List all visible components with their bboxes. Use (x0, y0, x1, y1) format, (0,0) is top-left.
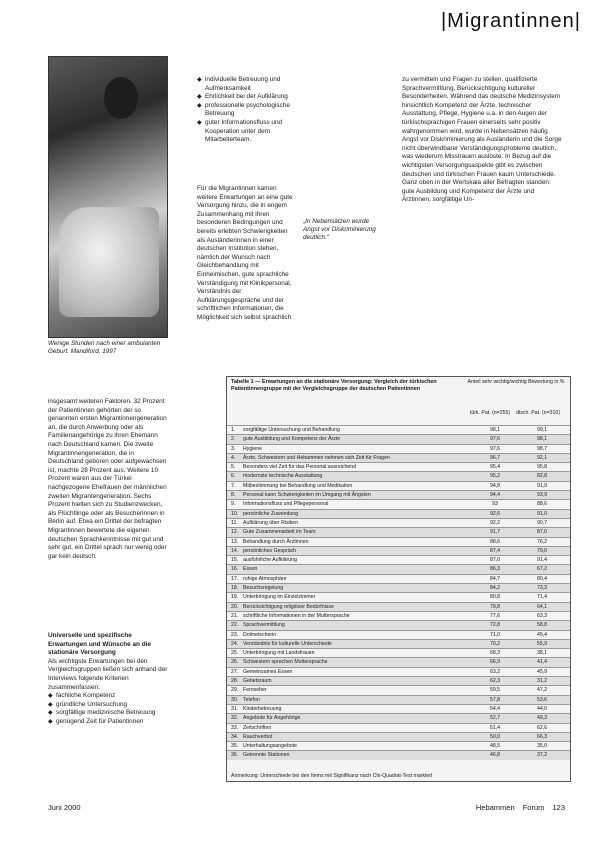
row-value-turkish: 95,2 (489, 473, 501, 480)
row-number: 9. (231, 501, 236, 508)
row-number: 32. (231, 715, 239, 722)
table-row (227, 713, 570, 722)
row-value-turkish: 92,2 (489, 519, 501, 526)
row-item: Mitbestimmung bei Behandlung und Medikation (243, 482, 353, 489)
row-number: 19. (231, 594, 239, 601)
column-header-turkish: türk. Pat. (n=255) (469, 410, 511, 416)
row-number: 20. (231, 603, 239, 610)
row-value-german: 73,3 (536, 585, 548, 592)
row-number: 6. (231, 473, 236, 480)
row-number: 26. (231, 659, 239, 666)
row-number: 12. (231, 529, 239, 536)
row-value-german: 66,3 (536, 733, 548, 740)
row-item: Rauchverbot (243, 733, 273, 740)
row-value-turkish: 96,7 (489, 454, 501, 461)
row-number: 22. (231, 622, 239, 629)
row-number: 17. (231, 575, 239, 582)
column-2-text (197, 185, 297, 323)
row-value-turkish: 93 (492, 501, 498, 508)
row-number: 4. (231, 454, 236, 461)
row-value-german: 91,9 (536, 482, 548, 489)
row-value-turkish: 87,0 (489, 557, 501, 564)
table-row (227, 471, 570, 480)
table-row (227, 648, 570, 657)
row-item: Fernseher (243, 687, 267, 694)
row-item: Angebote für Angehörige (243, 715, 301, 722)
row-value-turkish: 80,8 (489, 594, 501, 601)
section-heading: Universelle und spezifische Erwartungen und Wünsche an die stationäre Versorgung (48, 632, 151, 657)
row-number: 18. (231, 585, 239, 592)
row-item: Telefon (243, 696, 260, 703)
row-value-turkish: 51,4 (489, 724, 501, 731)
table-row (227, 685, 570, 694)
row-number: 1. (231, 427, 236, 433)
row-value-turkish: 71,0 (489, 631, 501, 638)
table-row (227, 425, 570, 434)
photo-mother-baby (48, 56, 168, 338)
row-number: 2. (231, 436, 236, 443)
row-number: 21. (231, 612, 239, 619)
row-value-german: 53,6 (536, 696, 548, 703)
row-item: modernste technische Ausstattung (243, 473, 323, 480)
row-value-turkish: 79,8 (489, 603, 501, 610)
row-value-turkish: 87,4 (489, 547, 501, 554)
pull-quote: „In Nebensätzen wurde Angst vor Diskriminierung deutlich.“ (303, 218, 376, 241)
row-value-german: 88,6 (536, 501, 548, 508)
table-row (227, 741, 570, 750)
row-number: 27. (231, 668, 239, 675)
row-value-turkish: 86,3 (489, 566, 501, 573)
paragraph: zu vermitteln und Fragen zu stellen, qualifizierte Sprachvermittlung, Berücksichtigung kultureller Besonderheiten. Während das deutsche Medizinsystem hinsichtlich Kompetenz der Ärzte, technischer Ausstattung, Pflege, Hygiene u.a. in den Augen der türkischsprachigen Frauen einerseits sehr positiv wahrgenommen wird, wurde in Nebensätzen häufig Angst vor Diskriminierung als Ausländerin und die Sorge nicht überwindbarer Verständigungsprobleme deutlich, was wiederum Misstrauen auslöste. In Bezug auf die wichtigsten Versorgungsaspekte gibt es zwischen deutschen und türkischen Frauen kaum Unterschiede. Ganz oben in der Wertskala aller Befragten standen: gute Ausbildung und Kompetenz der Ärzte und Ärztinnen, sorgfältige Un- (402, 76, 562, 204)
table-rows (227, 425, 570, 760)
table-row (227, 695, 570, 704)
row-item: Ärzte, Schwestern und Hebammen nehmen sich Zeit für Fragen (243, 454, 390, 461)
survey-table (226, 376, 571, 782)
row-item: ausführliche Aufklärung (243, 557, 297, 564)
row-item: Unterbringung mit Landsfrauen (243, 650, 315, 657)
row-value-turkish: 84,7 (489, 575, 501, 582)
column-1-section (48, 632, 170, 727)
row-item: Informationsfluss und Pflegepersonal (243, 501, 329, 508)
row-value-turkish: 68,3 (489, 650, 501, 657)
row-number: 31. (231, 705, 239, 712)
row-value-german: 49,3 (536, 715, 548, 722)
row-value-german: 90,7 (536, 519, 548, 526)
row-item: gute Ausbildung und Kompetenz der Ärzte (243, 436, 341, 443)
row-item: schriftliche Informationen in der Muttersprache (243, 612, 350, 619)
bullet-item: ◆ gründliche Untersuchung (48, 701, 170, 710)
row-number: 25. (231, 650, 239, 657)
photo-blanket (59, 207, 159, 317)
row-value-german: 58,8 (536, 622, 548, 629)
row-number: 33. (231, 724, 239, 731)
row-value-turkish: 94,4 (489, 492, 501, 499)
column-2-bullets (197, 76, 297, 145)
row-number: 36. (231, 752, 239, 759)
row-value-german: 45,4 (536, 631, 548, 638)
row-item: Besuchsregelung (243, 585, 284, 592)
table-column-headers (466, 410, 566, 416)
row-number: 3. (231, 445, 236, 452)
table-row (227, 611, 570, 620)
bullet-item: ◆ individuelle Betreuung und Aufmerksamkeit (197, 76, 297, 93)
table-row (227, 453, 570, 462)
row-value-turkish: 97,6 (489, 445, 501, 452)
row-value-german: 79,0 (536, 547, 548, 554)
row-value-german: 98,7 (536, 445, 548, 452)
column-1-text (48, 398, 170, 561)
bullet-item: ◆ Ehrlichkeit bei der Aufklärung (197, 93, 297, 102)
row-number: 34. (231, 733, 239, 740)
row-value-german: 92,1 (536, 454, 548, 461)
table-row (227, 490, 570, 499)
row-value-turkish: 72,8 (489, 622, 501, 629)
row-value-turkish: 48,5 (489, 743, 501, 750)
table-row (227, 444, 570, 453)
table-row (227, 509, 570, 518)
row-number: 11. (231, 519, 238, 526)
footer-journal: Hebammen Forum 123 (475, 803, 565, 812)
row-item: Unterbringung im Einzelzimmer (243, 594, 316, 601)
row-value-german: 91,4 (536, 557, 548, 564)
row-item: Besonders viel Zeit für das Personal ausreichend (243, 464, 357, 471)
row-value-turkish: 62,3 (489, 678, 501, 685)
bullet-item: ◆ genügend Zeit für Patientinnen (48, 718, 170, 727)
row-item: Getrennte Stationen (243, 752, 290, 759)
table-row (227, 546, 570, 555)
row-value-german: 37,2 (536, 752, 548, 759)
row-item: sorgfältige Untersuchung und Behandlung (243, 427, 340, 433)
paragraph: insgesamt weiteren Faktoren. 32 Prozent der Patientinnen gehörten der so genannten ersten Migrantinnengeneration an, die durch Anwerbung oder als Familienangehörige zu ihren Ehemann nach Deutschland kamen. Die zweite Migrantinnengeneration, die in Deutschland geboren oder aufgewachsen ist, machte 28 Prozent aus. Weitere 10 Prozent waren aus der Türkei nachgezogene Ehefrauen der männlichen zweiten Migrantengeneration. Sechs Prozent hielten sich zu Studienzwecken, als Flüchtlinge oder als Besucherinnen in Berlin auf. Etwa ein Drittel der befragten Migrantinnen bewertete die eigenen deutschen Sprachkenntnisse mit gut und sehr gut, ein Drittel sprach nur wenig oder gar kein deutsch. (48, 398, 167, 560)
table-row (227, 676, 570, 685)
row-value-turkish: 52,7 (489, 715, 501, 722)
row-item: Schwestern sprechen Muttersprache (243, 659, 328, 666)
paragraph: Als wichtigste Erwartungen bei den Vergleichsgruppen ließen sich anhand der Interviews folgende Kriterien zusammenfassen: (48, 657, 168, 691)
photo-figure (104, 77, 138, 119)
row-number: 16. (231, 566, 239, 573)
row-value-german: 91,0 (536, 510, 548, 517)
row-number: 5. (231, 464, 236, 471)
table-row (227, 657, 570, 666)
row-value-german: 41,4 (536, 659, 548, 666)
row-value-turkish: 94,8 (489, 482, 501, 489)
table-row (227, 583, 570, 592)
row-item: Dolmetscherin (243, 631, 277, 638)
row-number: 30. (231, 696, 239, 703)
table-row (227, 602, 570, 611)
column-header-german: dtsch. Pat. (n=310) (516, 410, 560, 416)
row-value-turkish: 70,2 (489, 640, 501, 647)
row-number: 35. (231, 743, 239, 750)
row-item: Kinderbetreuung (243, 705, 282, 712)
row-item: Verständnis für kulturelle Unterschiede (243, 640, 332, 647)
row-number: 24. (231, 640, 239, 647)
row-item: ruhige Atmosphäre (243, 575, 287, 582)
row-value-turkish: 77,6 (489, 612, 501, 619)
row-value-turkish: 54,4 (489, 705, 501, 712)
row-item: persönliches Gespräch (243, 547, 297, 554)
row-item: Gebetsraum (243, 678, 272, 685)
row-number: 13. (231, 538, 239, 545)
table-row (227, 592, 570, 601)
row-number: 10. (231, 510, 239, 517)
table-row (227, 667, 570, 676)
row-value-turkish: 92,6 (489, 510, 501, 517)
row-value-german: 98,1 (536, 436, 548, 443)
row-item: Zeitschriften (243, 724, 272, 731)
row-value-turkish: 91,7 (489, 529, 501, 536)
column-3-text (402, 76, 562, 205)
table-row (227, 518, 570, 527)
row-number: 29. (231, 687, 239, 694)
table-row (227, 639, 570, 648)
table-note: Anmerkung: Unterschiede bei den Items mit Signifikanz nach Chi-Quadrat-Test markiert (231, 772, 433, 779)
footer-date: Juni 2000 (48, 803, 81, 812)
row-value-turkish: 97,6 (489, 436, 501, 443)
table-row (227, 574, 570, 583)
row-value-turkish: 95,4 (489, 464, 501, 471)
row-item: Berücksichtigung religiöser Bedürfnisse (243, 603, 334, 610)
running-head: |Migrantinnen| (440, 10, 581, 32)
row-value-german: 45,9 (536, 668, 548, 675)
bullet-item: ◆ fachliche Kompetenz (48, 692, 170, 701)
row-value-turkish: 50,0 (489, 733, 501, 740)
table-row (227, 564, 570, 573)
row-value-german: 62,6 (536, 724, 548, 731)
row-item: Gute Zusammenarbeit im Team (243, 529, 316, 536)
row-item: Aufklärung über Risiken (243, 519, 299, 526)
table-row (227, 499, 570, 508)
row-value-german: 38,1 (536, 650, 548, 657)
row-number: 23. (231, 631, 239, 638)
row-value-german: 64,1 (536, 603, 548, 610)
bullet-item: ◆ sorgfältige medizinische Betreuung (48, 709, 170, 718)
row-number: 15. (231, 557, 239, 564)
row-value-turkish: 59,5 (489, 687, 501, 694)
row-value-turkish: 57,8 (489, 696, 501, 703)
row-value-german: 87,0 (536, 529, 548, 536)
row-item: Unterhaltungsangebote (243, 743, 297, 750)
row-value-german: 80,4 (536, 575, 548, 582)
bullet-item: ◆ guter Informationsfluss und Kooperation unter dem Mitarbeiterteam. (197, 119, 297, 145)
table-row (227, 750, 570, 759)
table-row (227, 630, 570, 639)
table-row (227, 434, 570, 443)
row-number: 14. (231, 547, 239, 554)
row-value-german: 93,9 (536, 492, 548, 499)
table-row (227, 555, 570, 564)
table-row (227, 620, 570, 629)
row-item: Essen (243, 566, 258, 573)
row-value-german: 31,2 (536, 678, 548, 685)
row-value-german: 99,1 (536, 427, 548, 433)
table-column-group-header: Anteil sehr wichtig/wichtig Bewertung in % (467, 379, 565, 385)
bullet-item: ◆ professionelle psychologische Betreuung (197, 102, 297, 119)
row-value-turkish: 46,8 (489, 752, 501, 759)
row-number: 7. (231, 482, 236, 489)
row-value-german: 71,4 (536, 594, 548, 601)
row-item: Hygiene (243, 445, 263, 452)
paragraph: Für die Migrantinnen kamen weitere Erwartungen an eine gute Versorgung hinzu, die in engem Zusammenhang mit ihren besonderen Bedingungen und bereits erlebten Schwierigkeiten als Ausländerinnen in einer deutschen Institution stehen, nämlich der Wunsch nach Gleichbehandlung mit Einheimischen, gute sprachliche Verständigung mit Klinikpersonal, Verständnis der Aufklärungsgespräche und der schriftlichen Informationen, die Möglichkeit sich selbst sprachlich (197, 185, 293, 321)
photo-caption: Wenige Stunden nach einer ambulanten Geburt. Mandiford, 1997 (48, 340, 161, 355)
row-value-german: 76,2 (536, 538, 548, 545)
row-value-german: 55,9 (536, 640, 548, 647)
table-title: Tabelle 1 — Erwartungen an die stationäre Versorgung: Vergleich der türkischen Patientinnengruppe mit der Vergleichsgruppe der deutschen Patientinnen (231, 379, 437, 392)
table-row (227, 462, 570, 471)
table-row (227, 481, 570, 490)
table-row (227, 527, 570, 536)
table-row (227, 732, 570, 741)
row-value-german: 63,3 (536, 612, 548, 619)
row-value-turkish: 66,9 (489, 659, 501, 666)
row-number: 8. (231, 492, 236, 499)
row-item: Personal kann Schwierigkeiten im Umgang mit Ängsten (243, 492, 371, 499)
row-item: Behandlung durch Ärztinnen (243, 538, 309, 545)
row-value-turkish: 98,1 (489, 427, 501, 433)
table-row (227, 537, 570, 546)
row-item: Gemeinsames Essen (243, 668, 293, 675)
row-item: Sprachvermittlung (243, 622, 285, 629)
row-value-german: 44,0 (536, 705, 548, 712)
row-value-german: 95,8 (536, 464, 548, 471)
row-value-german: 82,8 (536, 473, 548, 480)
table-row (227, 723, 570, 732)
row-value-german: 67,2 (536, 566, 548, 573)
row-value-turkish: 84,2 (489, 585, 501, 592)
row-value-turkish: 88,6 (489, 538, 501, 545)
row-number: 28. (231, 678, 239, 685)
table-row (227, 704, 570, 713)
row-value-german: 35,0 (536, 743, 548, 750)
row-item: persönliche Zuwendung (243, 510, 299, 517)
row-value-turkish: 63,2 (489, 668, 501, 675)
row-value-german: 47,2 (536, 687, 548, 694)
